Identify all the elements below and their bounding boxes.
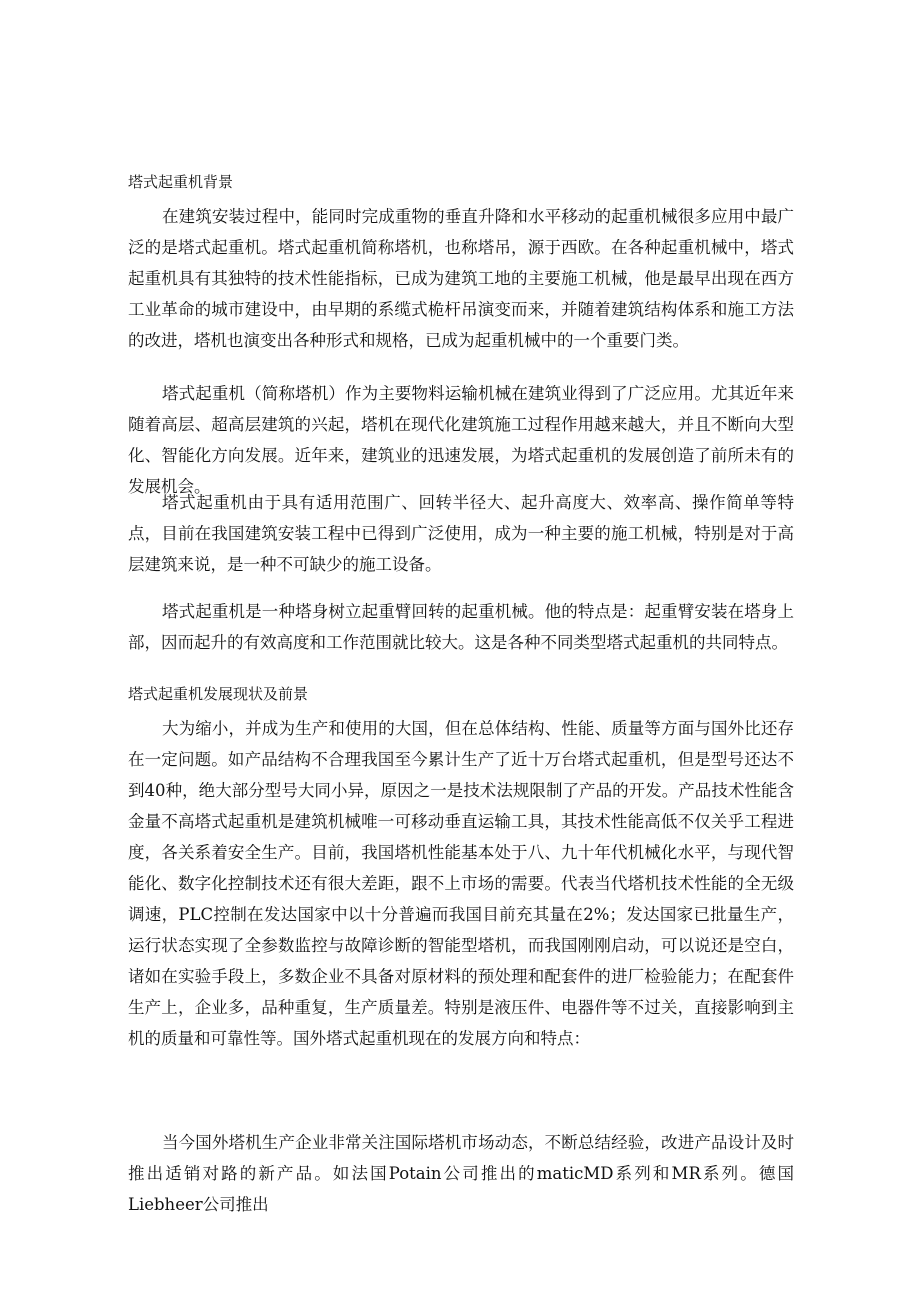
paragraph-background-3: 塔式起重机由于具有适用范围广、回转半径大、起升高度大、效率高、操作简单等特点，目前在我国建筑安装工程中已得到广泛使用，成为一种主要的施工机械，特别是对于高层建筑来说，是一种不可缺少的施工设备。	[128, 493, 794, 574]
paragraph-background-4: 塔式起重机是一种塔身树立起重臂回转的起重机械。他的特点是：起重臂安装在塔身上部，因而起升的有效高度和工作范围就比较大。这是各种不同类型塔式起重机的共同特点。	[128, 602, 794, 652]
paragraph-background-2: 塔式起重机（简称塔机）作为主要物料运输机械在建筑业得到了广泛应用。尤其近年来随着高层、超高层建筑的兴起，塔机在现代化建筑施工过程作用越来越大，并且不断向大型化、智能化方向发展。近年来，建筑业的迅速发展，为塔式起重机的发展创造了前所未有的发展机会。	[128, 384, 794, 496]
section-heading-development: 塔式起重机发展现状及前景	[128, 685, 309, 703]
paragraph-development-1: 大为缩小，并成为生产和使用的大国，但在总体结构、性能、质量等方面与国外比还存在一定问题。如产品结构不合理我国至今累计生产了近十万台塔式起重机，但是型号还达不到40种，绝大部分型号大同小异，原因之一是技术法规限制了产品的开发。产品技术性能含金量不高塔式起重机是建筑机械唯一可移动垂直运输工具，其技术性能高低不仅关乎工程进度，各关系着安全生产。目前，我国塔机性能基本处于八、九十年代机械化水平，与现代智能化、数字化控制技术还有很大差距，跟不上市场的需要。代表当代塔机技术性能的全无级调速，PLC控制在发达国家中以十分普遍而我国目前充其量在2%；发达国家已批量生产，运行状态实现了全参数监控与故障诊断的智能型塔机，而我国刚刚启动，可以说还是空白，诸如在实验手段上，多数企业不具备对原材料的预处理和配套件的进厂检验能力；在配套件生产上，企业多，品种重复，生产质量差。特别是液压件、电器件等不过关，直接影响到主机的质量和可靠性等。国外塔式起重机现在的发展方向和特点：	[128, 719, 794, 1048]
paragraph-development-2: 当今国外塔机生产企业非常关注国际塔机市场动态，不断总结经验，改进产品设计及时推出适销对路的新产品。如法国Potain公司推出的maticMD系列和MR系列。德国Liebheer公司推出	[128, 1133, 794, 1214]
section-heading-background: 塔式起重机背景	[128, 173, 234, 191]
paragraph-background-1: 在建筑安装过程中，能同时完成重物的垂直升降和水平移动的起重机械很多应用中最广泛的是塔式起重机。塔式起重机简称塔机，也称塔吊，源于西欧。在各种起重机械中，塔式起重机具有其独特的技术性能指标，已成为建筑工地的主要施工机械，他是最早出现在西方工业革命的城市建设中，由早期的系缆式桅杆吊演变而来，并随着建筑结构体系和施工方法的改进，塔机也演变出各种形式和规格，已成为起重机械中的一个重要门类。	[128, 207, 794, 350]
